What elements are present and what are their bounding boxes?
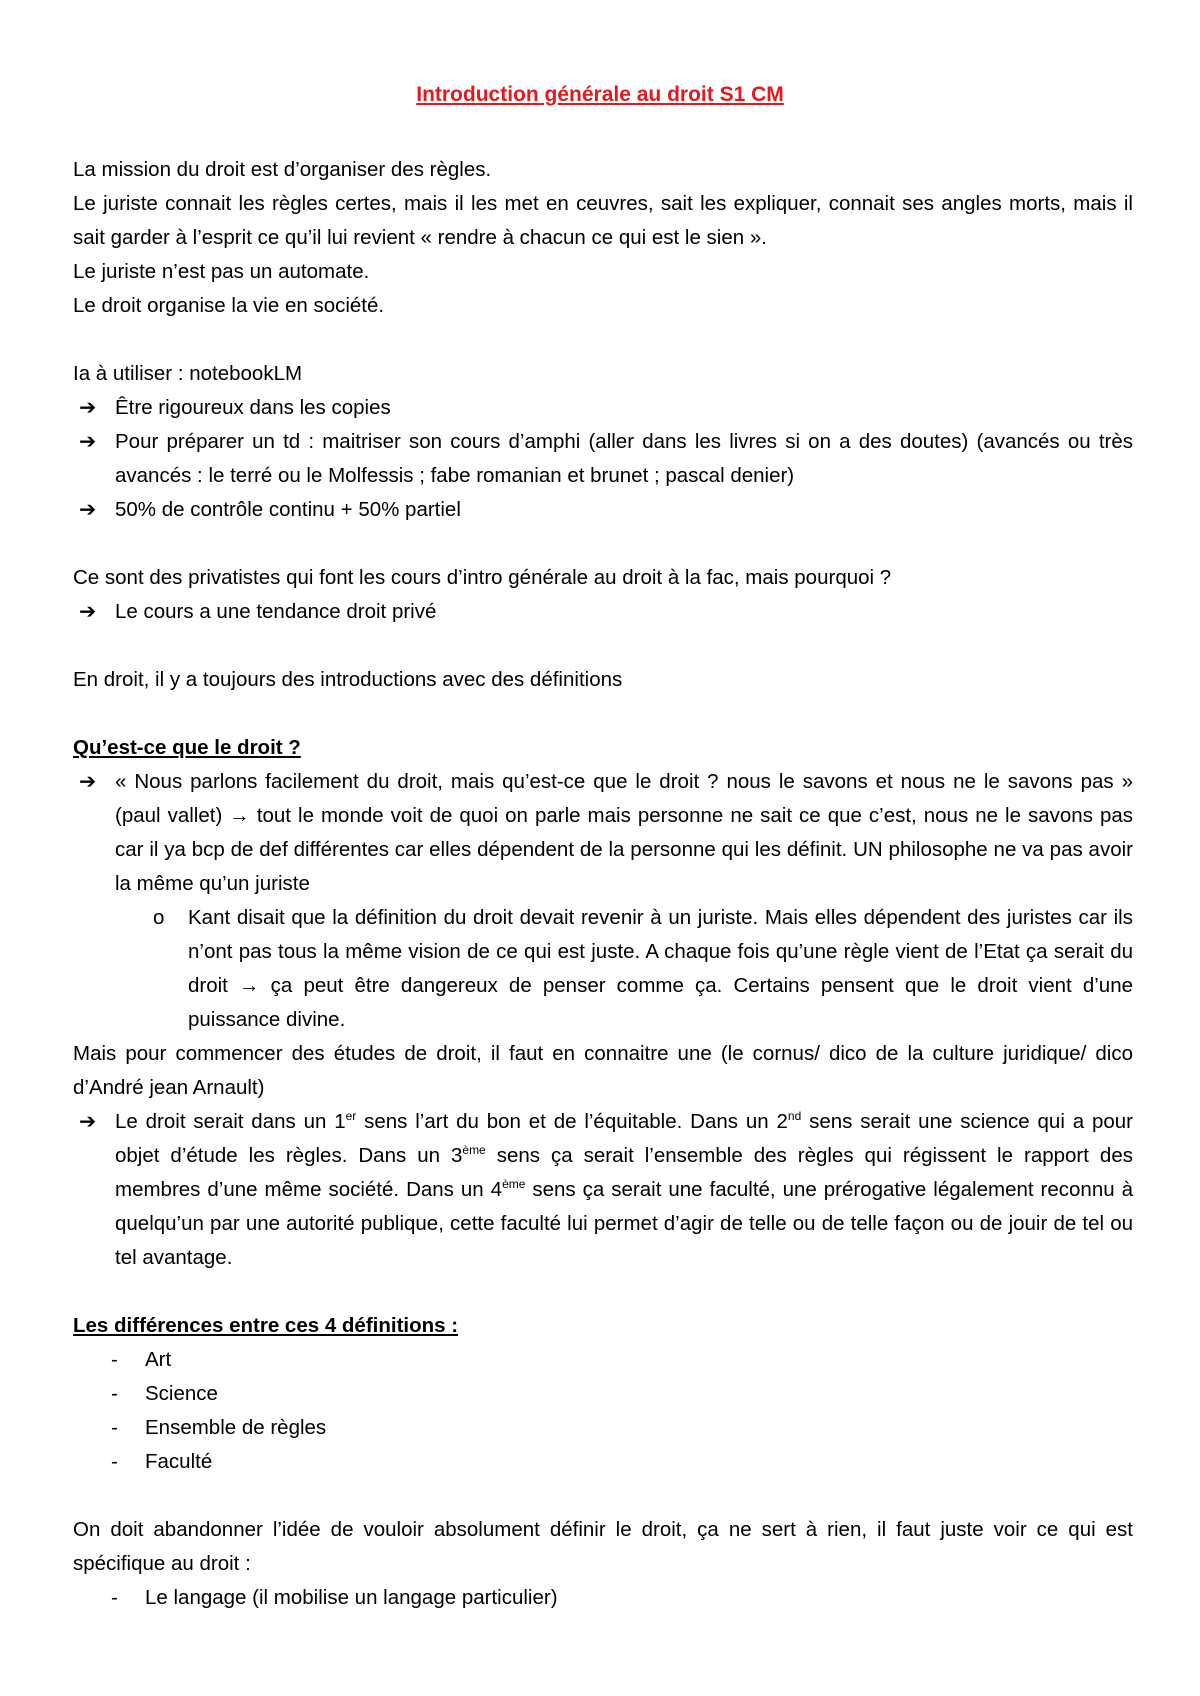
list-item <box>73 1105 1133 1275</box>
arrow-bullet-icon: ➔ <box>79 396 97 419</box>
definitions-note: En droit, il y a toujours des introductions avec des définitions <box>73 668 623 691</box>
inline-arrow-icon: → <box>229 804 250 827</box>
intro-line-4: Le droit organise la vie en société. <box>73 294 385 317</box>
quote-explanation: tout le monde voit de quoi on parle mais personne ne sait ce que c’est, nous ne le savons pas car il ya bcp de def différentes car elles dépendent de la personne qui les définit. UN philosophe ne va pas avoir la même qu’un juriste <box>115 804 1134 895</box>
list-item <box>73 1343 1133 1377</box>
quote-text: « Nous parlons facilement du droit, mais qu’est-ce que le droit ? nous le savons et nous ne le savons pas » (paul vallet) <box>115 770 1133 827</box>
text-run: sens ça serait une faculté, une prérogative légalement reconnu à quelqu’un par une autorité publique, cette faculté lui permet d’agir de telle ou de telle façon ou de jouir de tel ou tel avantage. <box>115 1178 1133 1269</box>
circle-bullet-icon: o <box>153 906 165 929</box>
list-item-text: Faculté <box>145 1450 213 1473</box>
list-item <box>73 391 1133 425</box>
text-run: sens serait une science qui a pour objet d’étude les règles. Dans un 3 <box>115 1110 1133 1167</box>
list-item <box>73 1445 1133 1479</box>
list-item-text: Ensemble de règles <box>145 1416 327 1439</box>
list-item-text: Art <box>145 1348 172 1371</box>
dash-bullet-icon: - <box>111 1586 118 1609</box>
arrow-bullet-icon: ➔ <box>79 430 97 453</box>
list-item <box>73 425 1133 493</box>
text-run: Le droit serait dans un 1 <box>115 1110 346 1133</box>
document-body <box>73 153 1133 1615</box>
list-item <box>73 595 1133 629</box>
sub-item-text: Kant disait que la définition du droit devait revenir à un juriste. Mais elles dépendent des juristes car ils n’ont pas tous la même vision de ce qui est juste. A chaque fois qu’une règle vient de l’Etat ça serait du droit <box>188 906 1133 997</box>
list-item-text: Pour préparer un td : maitriser son cours d’amphi (aller dans les livres si on a des doutes) (avancés ou très avancés : le terré ou le Molfessis ; fabe romanian et brunet ; pascal denier) <box>115 430 1133 487</box>
list-item-text: 50% de contrôle continu + 50% partiel <box>115 498 461 521</box>
sub-item-text-continued: ça peut être dangereux de penser comme ça. Certains pensent que le droit vient d’une puissance divine. <box>188 974 1134 1031</box>
text-run: sens l’art du bon et de l’équitable. Dans un 2 <box>356 1110 788 1133</box>
section-heading: Qu’est-ce que le droit ? <box>73 736 301 759</box>
paragraph: On doit abandonner l’idée de vouloir absolument définir le droit, ça ne sert à rien, il faut juste voir ce qui est spécifique au droit : <box>73 1518 1133 1575</box>
sub-list-item <box>73 901 1133 1037</box>
list-item-text: Science <box>145 1382 218 1405</box>
list-item <box>73 493 1133 527</box>
arrow-bullet-icon: ➔ <box>79 770 97 793</box>
intro-line-2: Le juriste connait les règles certes, mais il les met en ceuvres, sait les expliquer, connait ses angles morts, mais il sait garder à l’esprit ce qu’il lui revient « rendre à chacun ce qui est le sien ». <box>73 192 1133 249</box>
dash-bullet-icon: - <box>111 1382 118 1405</box>
intro-line-3: Le juriste n’est pas un automate. <box>73 260 370 283</box>
arrow-bullet-icon: ➔ <box>79 600 97 623</box>
inline-arrow-icon: → <box>239 974 260 997</box>
dash-bullet-icon: - <box>111 1450 118 1473</box>
list-item <box>73 765 1133 901</box>
list-item-text: Le langage (il mobilise un langage particulier) <box>145 1586 558 1609</box>
ia-label: Ia à utiliser : notebookLM <box>73 362 303 385</box>
privatistes-question: Ce sont des privatistes qui font les cours d’intro générale au droit à la fac, mais pourquoi ? <box>73 566 892 589</box>
intro-line-1: La mission du droit est d’organiser des règles. <box>73 158 492 181</box>
superscript: ème <box>462 1143 486 1157</box>
arrow-bullet-icon: ➔ <box>79 498 97 521</box>
dash-bullet-icon: - <box>111 1416 118 1439</box>
arrow-bullet-icon: ➔ <box>79 1110 97 1133</box>
superscript: ème <box>502 1177 526 1191</box>
superscript: er <box>345 1109 357 1123</box>
paragraph: Mais pour commencer des études de droit, il faut en connaitre une (le cornus/ dico de la culture juridique/ dico d’André jean Arnault) <box>73 1042 1133 1099</box>
list-item <box>73 1377 1133 1411</box>
list-item-text: Le cours a une tendance droit privé <box>115 600 437 623</box>
superscript: nd <box>787 1109 802 1123</box>
dash-bullet-icon: - <box>111 1348 118 1371</box>
section-heading: Les différences entre ces 4 définitions : <box>73 1314 459 1337</box>
list-item <box>73 1411 1133 1445</box>
list-item-text: Être rigoureux dans les copies <box>115 396 391 419</box>
list-item <box>73 1581 1133 1615</box>
document-title: Introduction générale au droit S1 CM <box>416 83 784 106</box>
text-run: sens ça serait l’ensemble des règles qui régissent le rapport des membres d’une même société. Dans un 4 <box>115 1144 1133 1201</box>
